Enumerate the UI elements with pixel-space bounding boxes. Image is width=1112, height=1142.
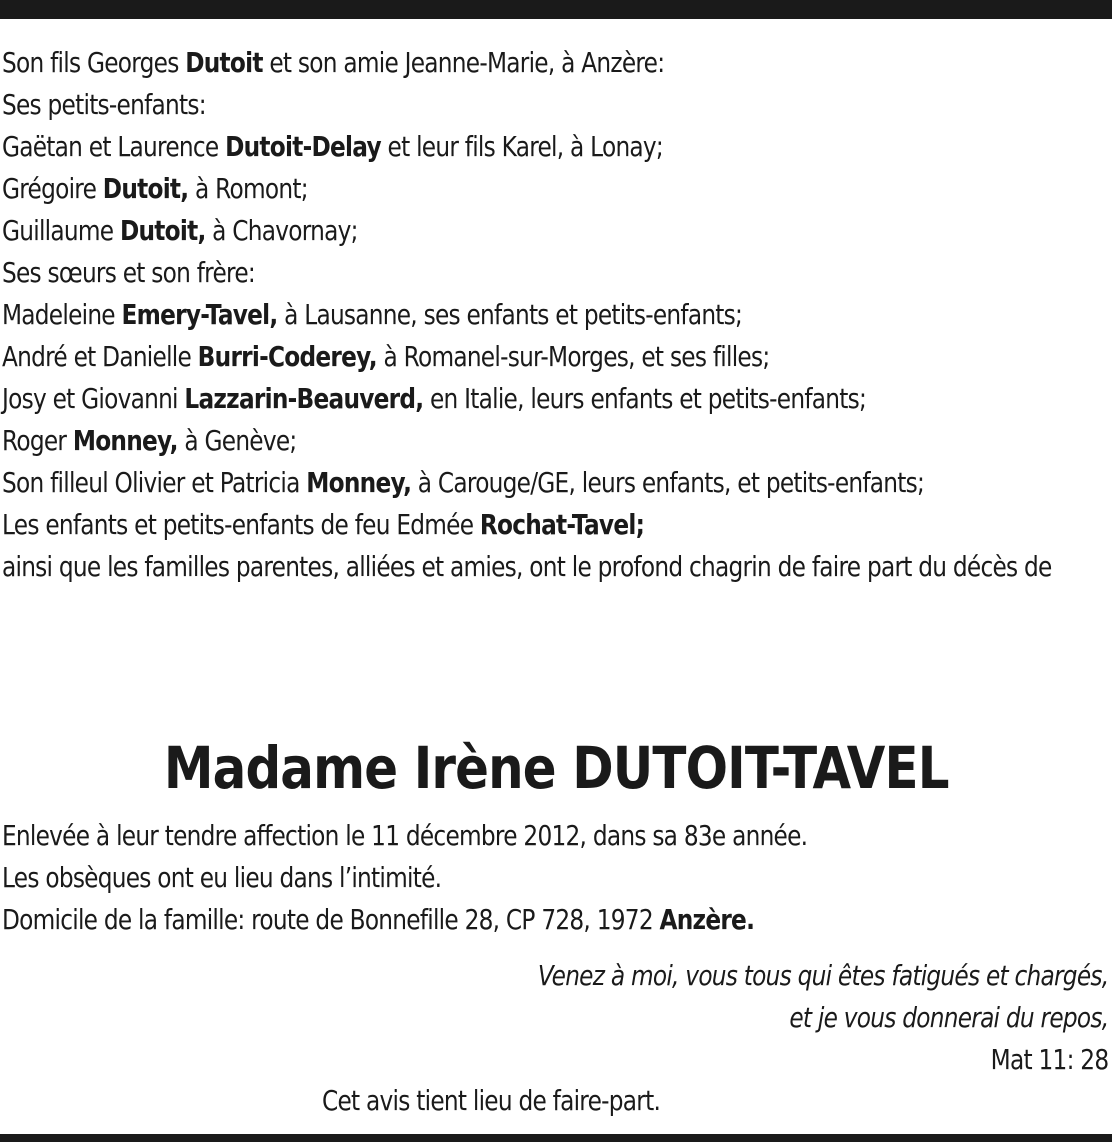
text-run: Grégoire bbox=[2, 172, 103, 205]
text-run: et son amie Jeanne-Marie, à Anzère: bbox=[262, 46, 665, 79]
list-item bbox=[2, 168, 1108, 210]
text-run: à Lausanne, ses enfants et petits-enfants; bbox=[277, 298, 743, 331]
text-run: et leur fils Karel, à Lonay; bbox=[380, 130, 664, 163]
text-run: Son filleul Olivier et Patricia bbox=[2, 466, 307, 499]
text-run: Gaëtan et Laurence bbox=[2, 130, 226, 163]
list-item bbox=[2, 504, 1108, 546]
deceased-name-text: Madame Irène DUTOIT-TAVEL bbox=[163, 734, 949, 802]
text-run: à Romont; bbox=[188, 172, 308, 205]
list-item bbox=[2, 294, 1108, 336]
top-rule bbox=[0, 0, 1112, 19]
announcement-text bbox=[2, 546, 1108, 588]
notice-footer: Cet avis tient lieu de faire-part. bbox=[322, 1084, 661, 1117]
text-run: à Chavornay; bbox=[205, 214, 358, 247]
address-town: Anzère. bbox=[659, 903, 755, 936]
text-run: Guillaume bbox=[2, 214, 120, 247]
surname: Dutoit bbox=[185, 46, 263, 79]
text-run: Ses sœurs et son frère: bbox=[2, 256, 255, 289]
bottom-rule bbox=[0, 1134, 1112, 1142]
bible-quote-block bbox=[537, 955, 1108, 1081]
list-item bbox=[2, 378, 1108, 420]
death-date-line: Enlevée à leur tendre affection le 11 décembre 2012, dans sa 83e année. bbox=[2, 819, 808, 852]
quote-line: Venez à moi, vous tous qui êtes fatigués et chargés, bbox=[537, 959, 1108, 992]
text-run: Roger bbox=[2, 424, 73, 457]
surname: Rochat-Tavel; bbox=[479, 508, 645, 541]
list-item bbox=[2, 336, 1108, 378]
surname: Emery-Tavel, bbox=[121, 298, 278, 331]
surname: Dutoit, bbox=[119, 214, 206, 247]
address-line bbox=[2, 899, 1108, 941]
list-item bbox=[2, 210, 1108, 252]
list-item bbox=[2, 42, 1108, 84]
list-item bbox=[2, 462, 1108, 504]
text-run: Les enfants et petits-enfants de feu Edmée bbox=[2, 508, 480, 541]
quote-reference: Mat 11: 28 bbox=[990, 1043, 1108, 1076]
text-run: Madeleine bbox=[2, 298, 122, 331]
text-run: Josy et Giovanni bbox=[2, 382, 185, 415]
list-item bbox=[2, 84, 1108, 126]
deceased-name bbox=[0, 733, 1112, 803]
text-run: ainsi que les familles parentes, alliées et amies, ont le profond chagrin de faire part du décès de bbox=[2, 550, 1052, 583]
text-run: en Italie, leurs enfants et petits-enfants; bbox=[423, 382, 867, 415]
surname: Monney, bbox=[306, 466, 412, 499]
text-run: Son fils Georges bbox=[2, 46, 186, 79]
text-run: à Romanel-sur-Morges, et ses filles; bbox=[376, 340, 770, 373]
surname: Dutoit, bbox=[102, 172, 189, 205]
text-run: Ses petits-enfants: bbox=[2, 88, 206, 121]
quote-line: et je vous donnerai du repos, bbox=[788, 1001, 1108, 1034]
text-run: à Carouge/GE, leurs enfants, et petits-enfants; bbox=[411, 466, 925, 499]
list-item bbox=[2, 252, 1108, 294]
text-run: André et Danielle bbox=[2, 340, 198, 373]
bible-quote bbox=[208, 955, 1108, 1081]
surname: Dutoit-Delay bbox=[225, 130, 381, 163]
death-details bbox=[2, 815, 1108, 941]
funeral-line: Les obsèques ont eu lieu dans l’intimité. bbox=[2, 861, 442, 894]
family-list bbox=[2, 42, 1108, 588]
address-text: Domicile de la famille: route de Bonnefille 28, CP 728, 1972 bbox=[2, 903, 660, 936]
surname: Monney, bbox=[72, 424, 178, 457]
surname: Burri-Coderey, bbox=[197, 340, 377, 373]
surname: Lazzarin-Beauverd, bbox=[184, 382, 424, 415]
text-run: à Genève; bbox=[177, 424, 297, 457]
list-item bbox=[2, 126, 1108, 168]
list-item bbox=[2, 420, 1108, 462]
